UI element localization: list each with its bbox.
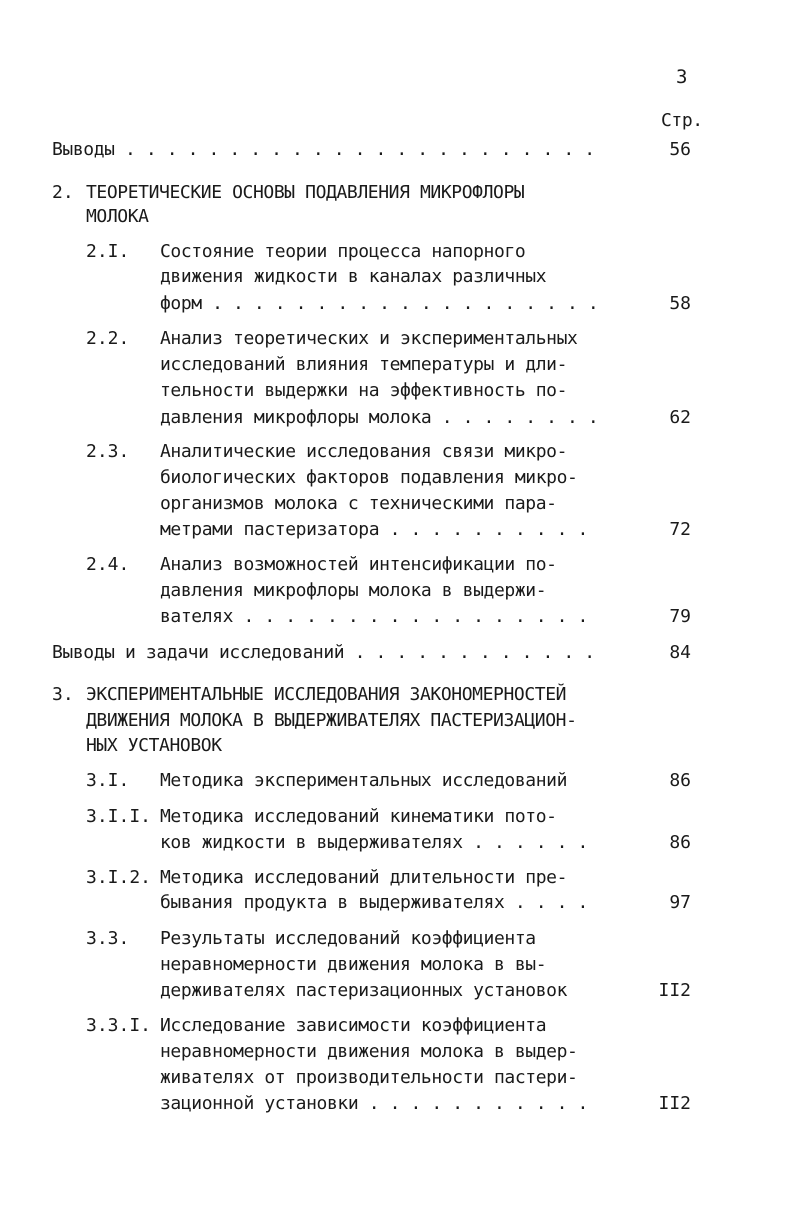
entry-page: 62	[669, 407, 691, 428]
section-title-line: ТЕОРЕТИЧЕСКИЕ ОСНОВЫ ПОДАВЛЕНИЯ МИКРОФЛОРЫ	[86, 182, 525, 203]
section-number: 3.	[52, 684, 74, 705]
entry-line: Выводы . . . . . . . . . . . . . . . . . . . . . . .	[52, 139, 595, 160]
entry-line: метрами пастеризатора . . . . . . . . . .	[160, 519, 588, 540]
entry-line: Методика исследований кинематики пото-	[160, 806, 557, 827]
entry-line: зационной установки . . . . . . . . . . .	[160, 1093, 588, 1114]
entry-line: давления микрофлоры молока в выдержи-	[160, 580, 547, 601]
entry-line: биологических факторов подавления микро-	[160, 467, 578, 488]
entry-line: Методика экспериментальных исследований	[160, 770, 568, 791]
entry-line: Выводы и задачи исследований . . . . . . . . . . . .	[52, 642, 595, 663]
entry-number: 2.2.	[86, 328, 130, 349]
entry-number: 3.3.I.	[86, 1015, 152, 1036]
entry-line: живателях от производительности пастери-	[160, 1067, 578, 1088]
entry-page: 56	[669, 139, 691, 160]
entry-line: организмов молока с техническими пара-	[160, 493, 557, 514]
page-column-header: Стр.	[661, 110, 703, 131]
entry-line: неравномерности движения молока в выдер-	[160, 1041, 578, 1062]
entry-number: 2.4.	[86, 554, 130, 575]
entry-page: 86	[669, 832, 691, 853]
entry-page: 58	[669, 293, 691, 314]
entry-page: 86	[669, 770, 691, 791]
entry-line: Анализ возможностей интенсификации по-	[160, 554, 557, 575]
page-number: 3	[676, 66, 688, 88]
entry-page: 79	[669, 606, 691, 627]
entry-number: 3.I.	[86, 770, 130, 791]
entry-number: 3.I.I.	[86, 806, 152, 827]
entry-number: 2.3.	[86, 441, 130, 462]
entry-line: ков жидкости в выдерживателях . . . . . .	[160, 832, 588, 853]
entry-page: 72	[669, 519, 691, 540]
entry-line: Аналитические исследования связи микро-	[160, 441, 568, 462]
section-title-line: НЫХ УСТАНОВОК	[86, 735, 222, 756]
entry-page: 84	[669, 642, 691, 663]
entry-line: вателях . . . . . . . . . . . . . . . . .	[160, 606, 588, 627]
entry-line: неравномерности движения молока в вы-	[160, 954, 547, 975]
entry-line: Состояние теории процесса напорного	[160, 241, 526, 262]
entry-number: 2.I.	[86, 241, 130, 262]
entry-page: II2	[658, 1093, 691, 1114]
entry-line: давления микрофлоры молока . . . . . . . .	[160, 407, 599, 428]
entry-line: бывания продукта в выдерживателях . . . .	[160, 892, 588, 913]
entry-number: 3.I.2.	[86, 867, 152, 888]
entry-number: 3.3.	[86, 928, 130, 949]
entry-line: тельности выдержки на эффективность по-	[160, 380, 568, 401]
entry-line: Анализ теоретических и экспериментальных	[160, 328, 578, 349]
section-title-line: ДВИЖЕНИЯ МОЛОКА В ВЫДЕРЖИВАТЕЛЯХ ПАСТЕРИЗАЦИОН-	[86, 710, 577, 731]
entry-page: 97	[669, 892, 691, 913]
section-number: 2.	[52, 182, 74, 203]
section-title-line: МОЛОКА	[86, 206, 149, 227]
entry-line: Методика исследований длительности пре-	[160, 867, 568, 888]
entry-line: форм . . . . . . . . . . . . . . . . . . .	[160, 293, 599, 314]
entry-line: Исследование зависимости коэффициента	[160, 1015, 547, 1036]
entry-line: движения жидкости в каналах различных	[160, 266, 547, 287]
entry-line: Результаты исследований коэффициента	[160, 928, 536, 949]
entry-line: исследований влияния температуры и дли-	[160, 354, 568, 375]
entry-page: II2	[658, 980, 691, 1001]
entry-line: держивателях пастеризационных установок	[160, 980, 568, 1001]
section-title-line: ЭКСПЕРИМЕНТАЛЬНЫЕ ИССЛЕДОВАНИЯ ЗАКОНОМЕРНОСТЕЙ	[86, 684, 567, 705]
